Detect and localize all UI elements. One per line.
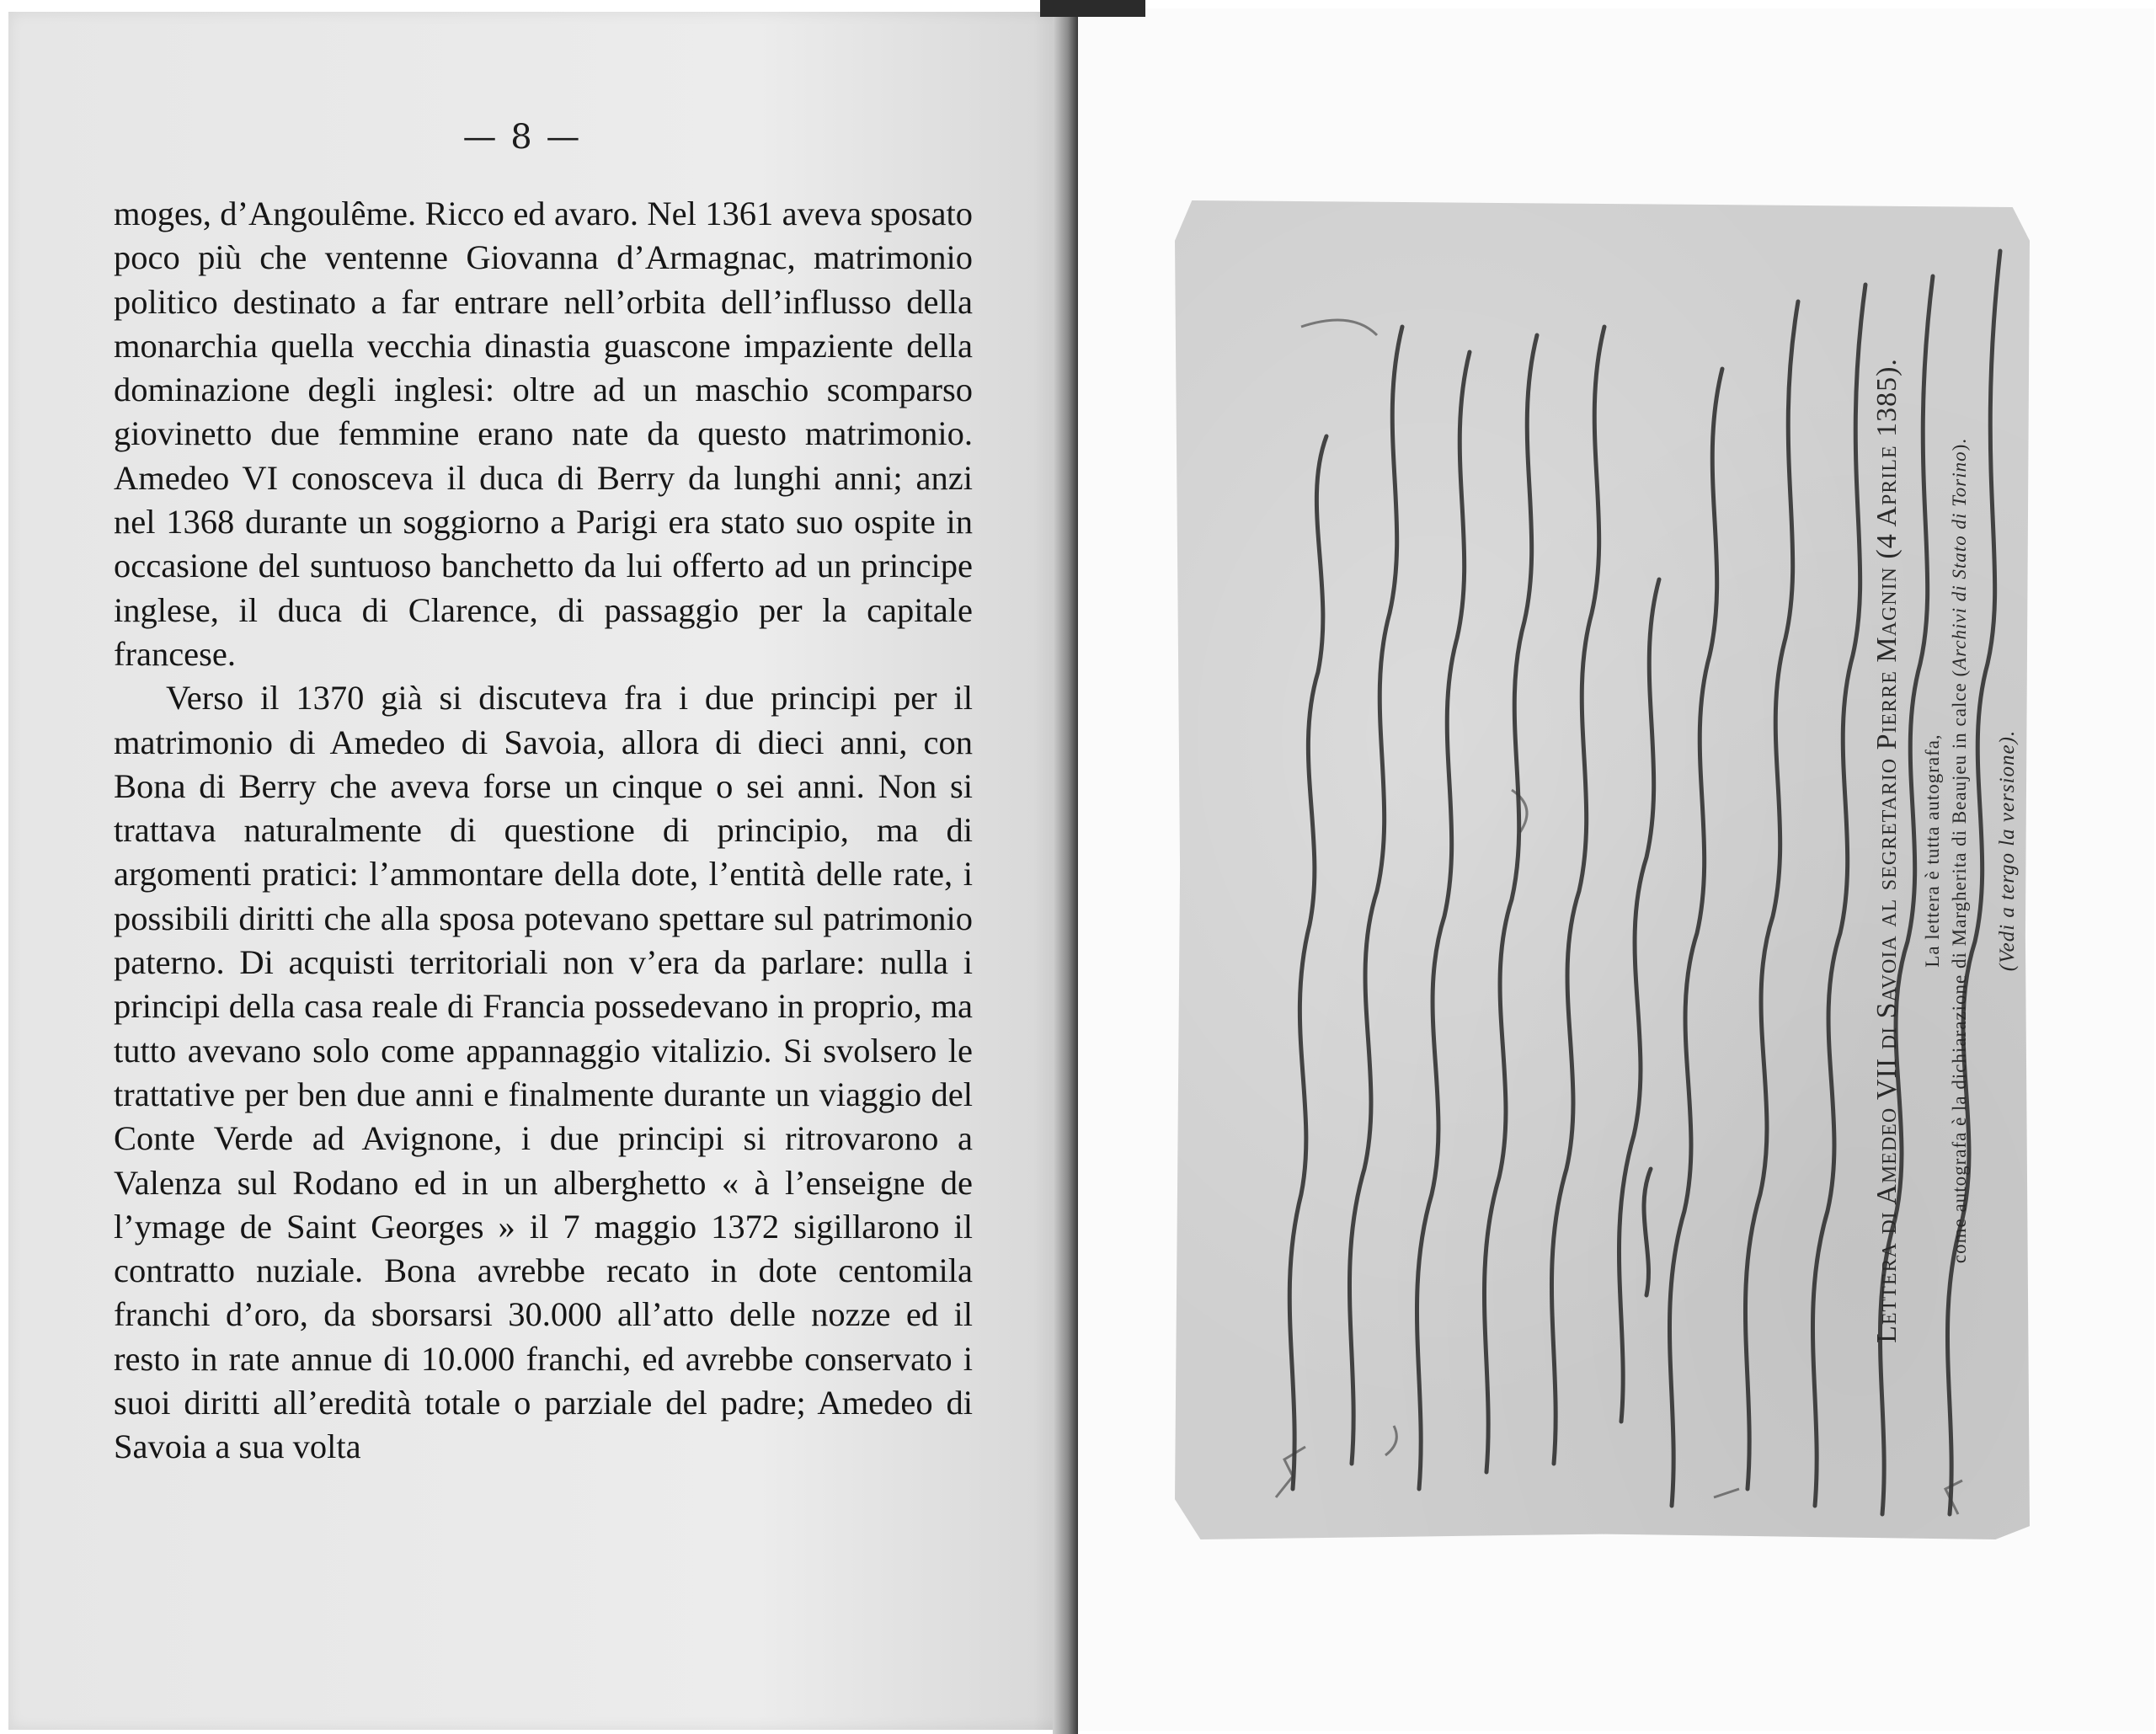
caption-line-2-prefix: come autografa è la dichiarazione di Margherita di Beaujeu in calce ( [1949, 669, 1970, 1264]
caption-title-text: Lettera di Amedeo VII di Savoia al segretario Pierre Magnin (4 Aprile 1385). [1871, 358, 1903, 1343]
caption-archive-name: Archivi di Stato di Torino [1949, 451, 1970, 670]
paragraph-2: Verso il 1370 già si discuteva fra i due principi per il matrimonio di Amedeo di Savoia, allora di dieci anni, con Bona di Berry che aveva forse un cinque o sei anni. Non si trattava naturalmente di questione di principio, ma di argomenti pratici: l’ammontare della dote, l’entità delle rate, i possibili diritti che alla sposa potevano spettare sul patrimonio paterno. Di acquisti territoriali non v’era da parlare: nulla i principi della casa reale di Francia possedevano in proprio, ma tutto avevano solo come appannaggio vitalizio. Si svolsero le trattative per ben due anni e finalmente durante un viaggio del Conte Verde ad Avignone, i due principi si ritrovarono a Valenza sul Rodano ed in un alberghetto « à l’enseigne de l’ymage de Saint Georges » il 7 maggio 1372 sigillarono il contratto nuziale. Bona avrebbe recato in dote centomila franchi d’oro, da sborsarsi 30.000 all’atto delle nozze ed il resto in rate annue di 10.000 franchi, ed avrebbe conservato i suoi diritti all’eredità totale o parziale del padre; Amedeo di Savoia a sua volta [114, 679, 973, 1466]
caption-title [1871, 227, 1903, 1474]
body-text [114, 192, 973, 1470]
page-number: — 8 — [462, 118, 582, 157]
paragraph-1: moges, d’Angoulême. Ricco ed avaro. Nel 1361 aveva sposato poco più che ventenne Giovanna d’Armagnac, matrimonio politico destinato a far entrare nell’orbita dell’influsso della monarchia quella vecchia dinastia guascone impaziente della dominazione degli inglesi: oltre ad un maschio scomparso giovinetto due femmine erano nate da questo matrimonio. Amedeo VI conosceva il duca di Berry da lunghi anni; anzi nel 1368 durante un soggiorno a Parigi era stato suo ospite in occasione del suntuoso banchetto da lui offerto ad un principe inglese, il duca di Clarence, di passaggio per la capitale francese. [114, 195, 973, 673]
figure-caption [1868, 227, 2087, 1474]
caption-line-1: La lettera è tutta autografa, [1922, 734, 1943, 968]
binding-edge [1040, 0, 1145, 17]
caption-note: (Vedi a tergo la versione). [1996, 729, 2019, 972]
book-gutter [1053, 0, 1078, 1734]
caption-line-2-suffix: ). [1949, 437, 1970, 451]
caption-line-2 [1949, 227, 1971, 1474]
